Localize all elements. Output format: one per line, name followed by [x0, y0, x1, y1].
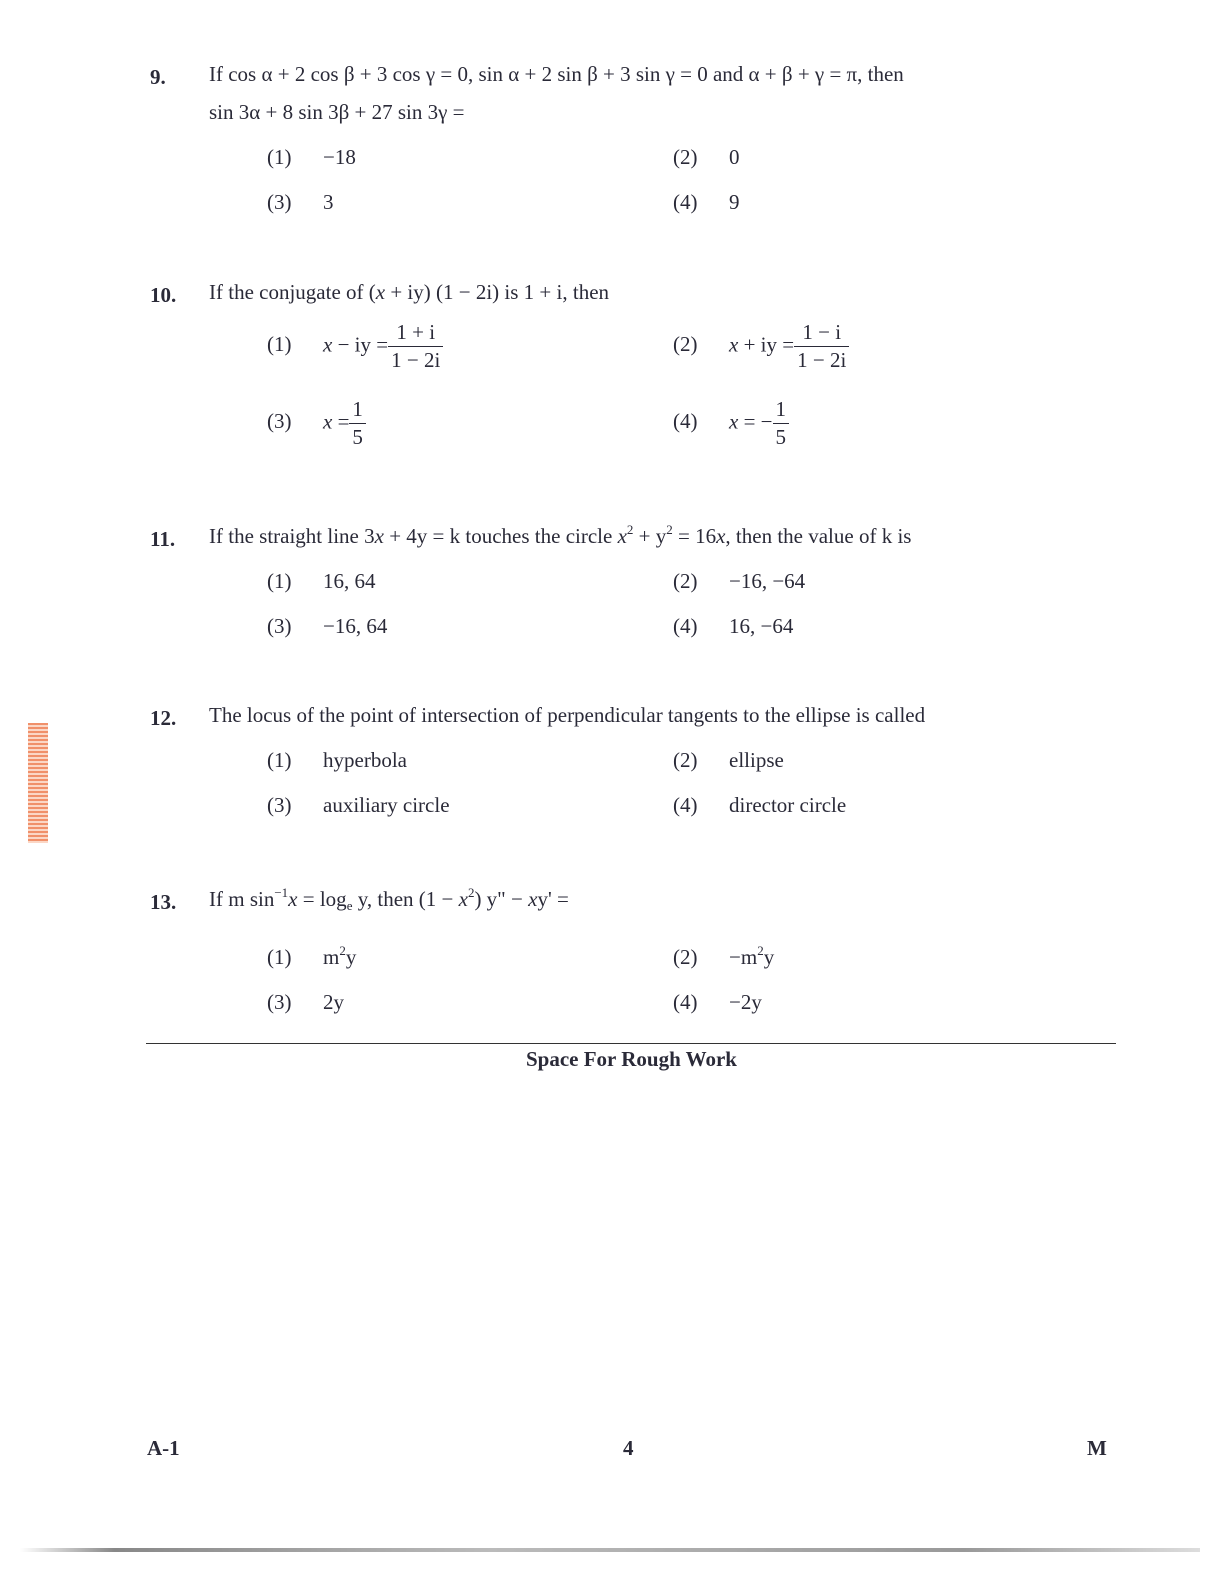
option-1[interactable]: [267, 145, 356, 170]
text-run: = log: [297, 887, 347, 911]
question-text: The locus of the point of intersection of perpendicular tangents to the ellipse is called: [209, 703, 926, 727]
option-number: (4): [673, 793, 698, 817]
exponent: 2: [467, 885, 475, 900]
text-run: If m sin: [209, 887, 275, 911]
question-number: 13.: [150, 890, 177, 914]
option-number: (1): [267, 945, 292, 969]
question-text-line: sin 3α + 8 sin 3β + 27 sin 3γ =: [209, 100, 465, 124]
option-number: (2): [673, 569, 698, 593]
variable: x: [729, 409, 739, 434]
text-run: + iy) (1 − 2i) is 1 + i, then: [385, 280, 610, 304]
question-number: 12.: [150, 706, 177, 730]
option-3[interactable]: [267, 399, 366, 448]
option-number: (1): [267, 748, 292, 772]
option-4[interactable]: [673, 614, 793, 639]
subscript: e: [346, 898, 353, 913]
exponent: 2: [339, 943, 346, 958]
text-run: = 16: [672, 524, 717, 548]
option-2[interactable]: [673, 748, 784, 773]
option-1[interactable]: [267, 748, 407, 773]
text-run: , then the value of k is: [725, 524, 912, 548]
text-run: y' =: [537, 887, 569, 911]
option-number: (2): [673, 332, 698, 357]
scan-edge-stripe: [28, 723, 48, 843]
option-2[interactable]: [673, 945, 774, 970]
option-1[interactable]: [267, 945, 356, 970]
option-text: −16, 64: [323, 614, 388, 638]
question-number: 11.: [150, 527, 176, 551]
footer-code: A-1: [147, 1436, 180, 1460]
option-number: (1): [267, 332, 292, 357]
text-run: − iy =: [332, 332, 389, 357]
option-2[interactable]: [673, 145, 740, 170]
option-number: (3): [267, 990, 292, 1014]
option-text: −2y: [729, 990, 762, 1014]
option-text: ellipse: [729, 748, 784, 772]
option-number: (3): [267, 614, 292, 638]
denominator: 5: [775, 425, 787, 449]
option-number: (1): [267, 145, 292, 169]
rough-work-divider: [146, 1043, 1116, 1044]
question-text: [209, 880, 569, 918]
variable: x: [716, 524, 726, 548]
page-number: 4: [623, 1436, 634, 1460]
text-run: −m: [729, 945, 758, 969]
option-text: 16, 64: [323, 569, 376, 593]
option-text: 3: [323, 190, 334, 214]
option-number: (2): [673, 748, 698, 772]
option-2[interactable]: [673, 569, 805, 594]
numerator: 1: [773, 399, 790, 424]
option-number: (3): [267, 190, 292, 214]
variable: x: [375, 280, 386, 304]
option-3[interactable]: [267, 990, 344, 1015]
option-number: (3): [267, 409, 292, 434]
option-number: (4): [673, 614, 698, 638]
option-text: −16, −64: [729, 569, 806, 593]
option-number: (3): [267, 793, 292, 817]
scan-artifact-line: [20, 1548, 1200, 1552]
text-run: =: [332, 409, 350, 434]
fraction: [773, 399, 790, 448]
option-text: 0: [729, 145, 740, 169]
option-4[interactable]: [673, 793, 846, 818]
option-4[interactable]: [673, 399, 789, 448]
option-number: (2): [673, 945, 698, 969]
text-run: If the conjugate of (: [209, 280, 376, 304]
option-number: (4): [673, 409, 698, 434]
variable: x: [323, 409, 333, 434]
question-text: [209, 273, 609, 311]
option-3[interactable]: [267, 793, 450, 818]
option-text: hyperbola: [323, 748, 407, 772]
exponent: 2: [757, 943, 764, 958]
text-run: y: [763, 945, 775, 969]
option-number: (4): [673, 190, 698, 214]
text-run: = −: [738, 409, 773, 434]
option-1[interactable]: [267, 569, 376, 594]
text-run: y: [345, 945, 357, 969]
option-2[interactable]: [673, 322, 849, 371]
option-number: (2): [673, 145, 698, 169]
option-number: (4): [673, 990, 698, 1014]
fraction: [349, 399, 366, 448]
option-text: −18: [323, 145, 356, 169]
option-text: 9: [729, 190, 740, 214]
footer-version: M: [1087, 1436, 1107, 1460]
option-text: 16, −64: [729, 614, 794, 638]
fraction: [794, 322, 849, 371]
option-3[interactable]: [267, 614, 387, 639]
variable: x: [617, 524, 627, 548]
variable: x: [458, 887, 468, 911]
text-run: m: [323, 945, 340, 969]
option-text: director circle: [729, 793, 847, 817]
exponent: 2: [666, 522, 673, 537]
exponent: −1: [274, 885, 289, 900]
question-text: [209, 55, 904, 131]
text-run: + iy =: [738, 332, 795, 357]
option-4[interactable]: [673, 190, 740, 215]
numerator: 1 + i: [388, 322, 443, 347]
rough-work-heading: Space For Rough Work: [525, 1047, 737, 1071]
option-4[interactable]: [673, 990, 762, 1015]
denominator: 1 − 2i: [391, 348, 441, 372]
variable: x: [528, 887, 538, 911]
question-text-line: If cos α + 2 cos β + 3 cos γ = 0, sin α + 2 sin β + 3 sin γ = 0 and α + β + γ = π, then: [209, 62, 904, 86]
text-run: y, then (1 −: [352, 887, 459, 911]
question-number: 9.: [150, 65, 166, 89]
numerator: 1: [349, 399, 366, 424]
variable: x: [729, 332, 739, 357]
option-text: 2y: [323, 990, 344, 1014]
question-text: [209, 517, 911, 555]
exponent: 2: [626, 522, 634, 537]
fraction: [388, 322, 443, 371]
variable: x: [323, 332, 333, 357]
text-run: If the straight line 3: [209, 524, 375, 548]
variable: x: [288, 887, 298, 911]
text-run: + y: [633, 524, 667, 548]
option-number: (1): [267, 569, 292, 593]
option-text: auxiliary circle: [323, 793, 450, 817]
denominator: 5: [352, 425, 363, 449]
option-3[interactable]: [267, 190, 334, 215]
question-number: 10.: [150, 283, 177, 307]
numerator: 1 − i: [794, 322, 849, 347]
option-1[interactable]: [267, 322, 443, 371]
text-run: ) y" −: [474, 887, 529, 911]
text-run: + 4y = k touches the circle: [383, 524, 618, 548]
denominator: 1 − 2i: [797, 348, 847, 372]
variable: x: [374, 524, 384, 548]
